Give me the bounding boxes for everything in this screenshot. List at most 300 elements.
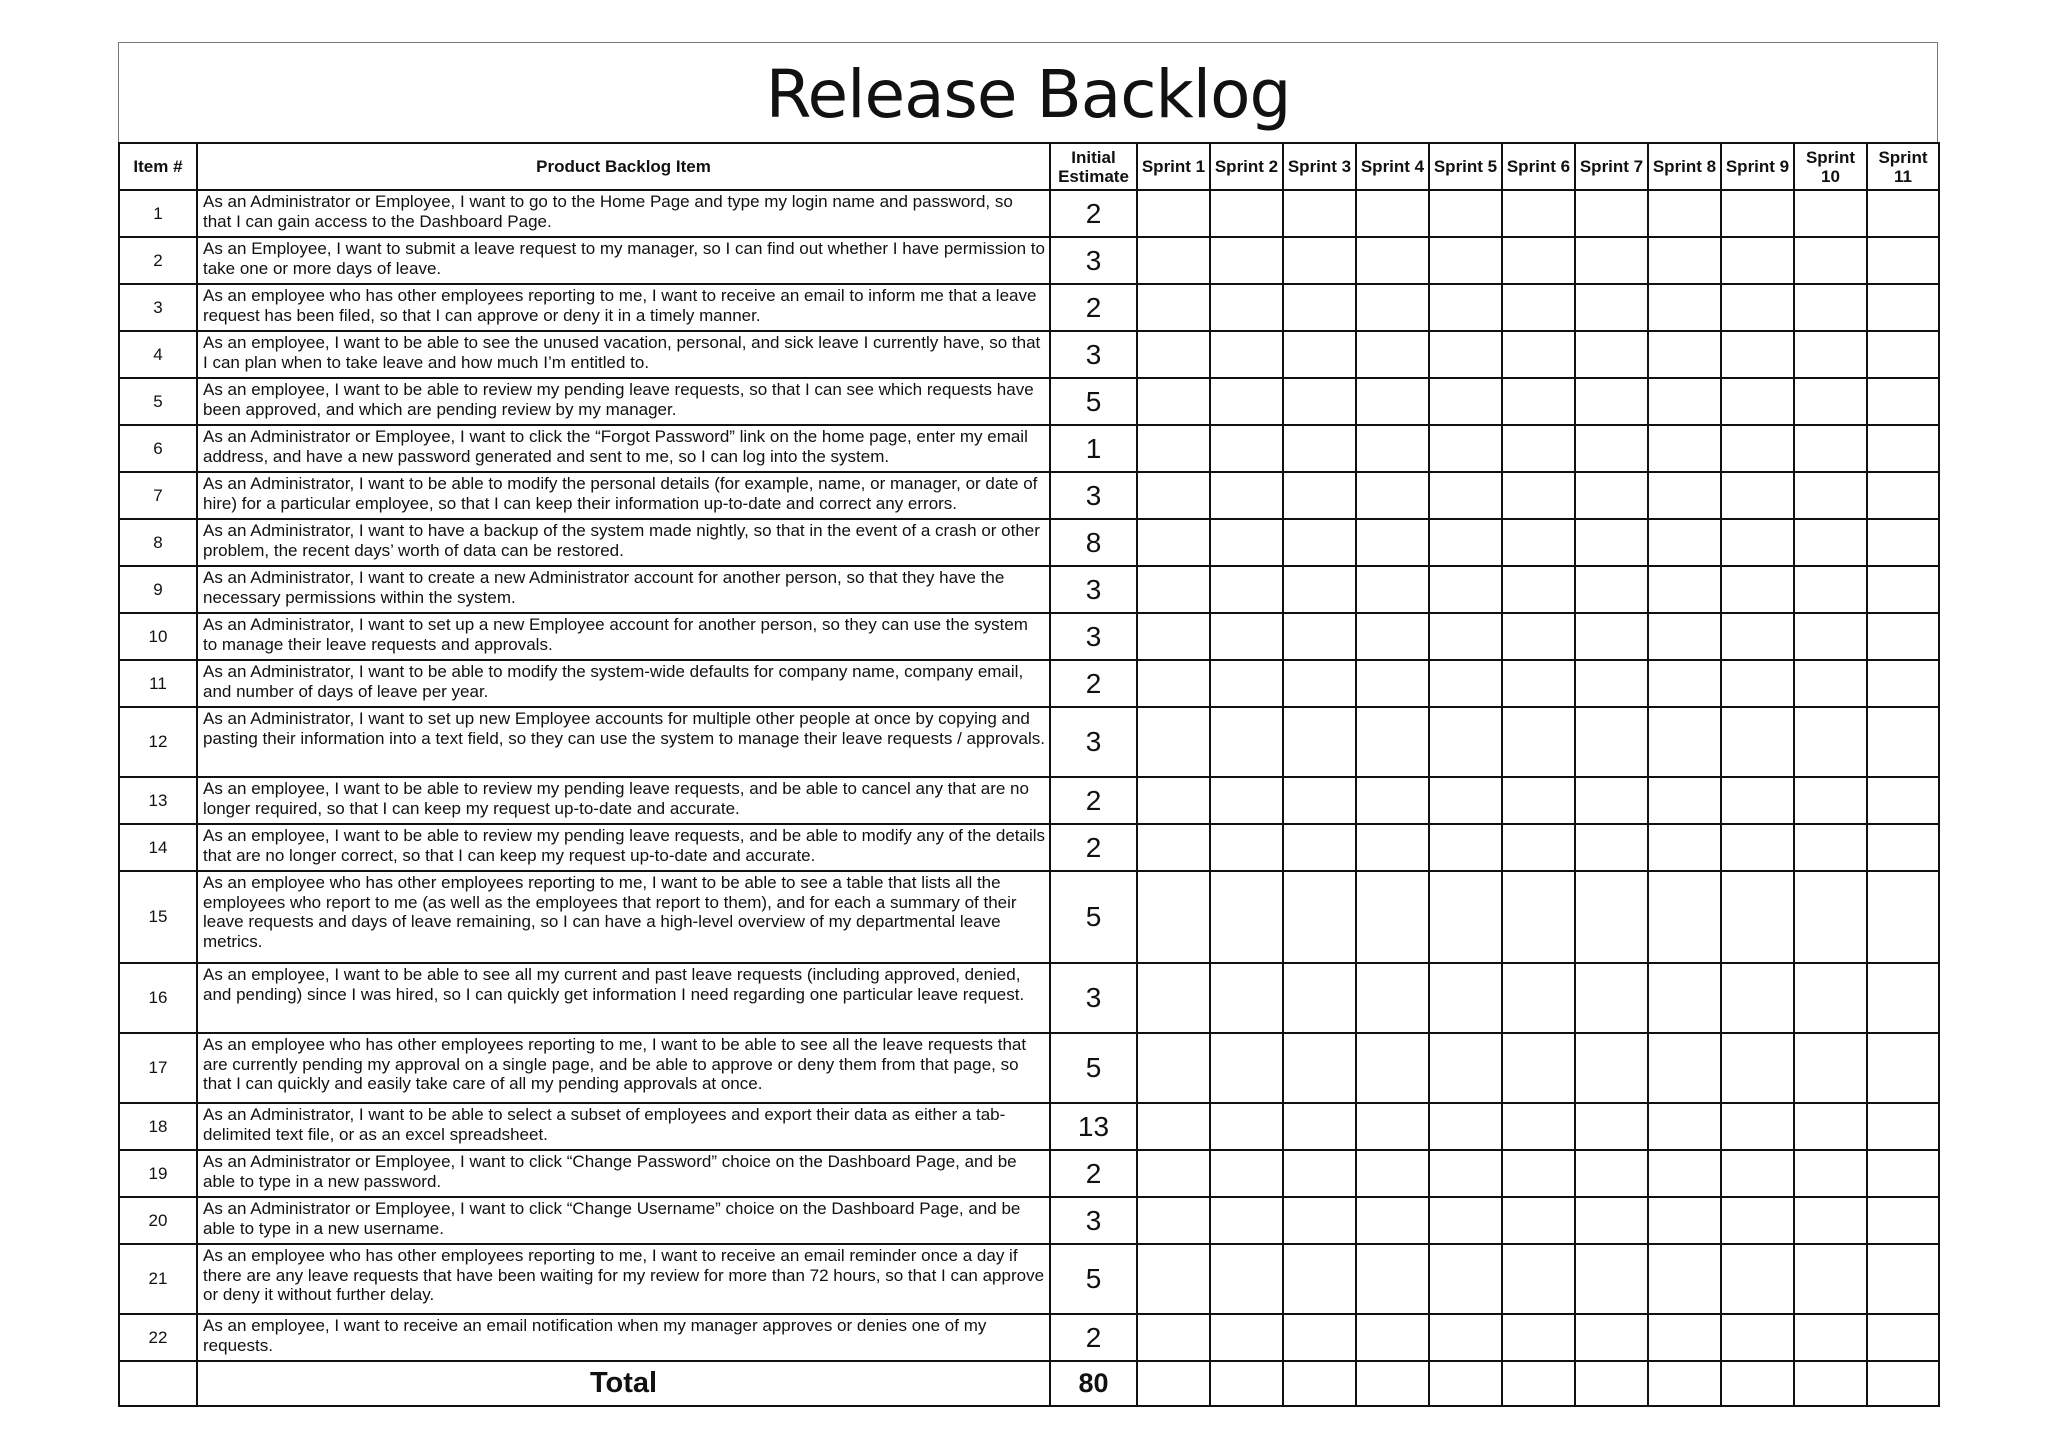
- sprint-8-cell[interactable]: [1648, 190, 1721, 237]
- sprint-5-cell[interactable]: [1429, 566, 1502, 613]
- item-number: 1: [119, 190, 197, 237]
- sprint-4-cell[interactable]: [1356, 284, 1429, 331]
- sprint-9-cell[interactable]: [1721, 660, 1794, 707]
- total-sprint-cell[interactable]: [1575, 1361, 1648, 1406]
- sprint-10-cell[interactable]: [1794, 963, 1867, 1033]
- sprint-3-cell[interactable]: [1283, 1314, 1356, 1361]
- sprint-3-cell[interactable]: [1283, 1150, 1356, 1197]
- sprint-5-cell[interactable]: [1429, 777, 1502, 824]
- sprint-8-cell[interactable]: [1648, 824, 1721, 871]
- sprint-4-cell[interactable]: [1356, 963, 1429, 1033]
- sprint-1-cell[interactable]: [1137, 1244, 1210, 1314]
- sprint-10-cell[interactable]: [1794, 1103, 1867, 1150]
- sprint-6-cell[interactable]: [1502, 777, 1575, 824]
- sprint-10-cell[interactable]: [1794, 660, 1867, 707]
- sprint-3-cell[interactable]: [1283, 472, 1356, 519]
- sprint-3-cell[interactable]: [1283, 963, 1356, 1033]
- sprint-2-cell[interactable]: [1210, 519, 1283, 566]
- sprint-5-cell[interactable]: [1429, 613, 1502, 660]
- sprint-5-cell[interactable]: [1429, 707, 1502, 777]
- sprint-2-cell[interactable]: [1210, 777, 1283, 824]
- sprint-8-cell[interactable]: [1648, 707, 1721, 777]
- sprint-2-cell[interactable]: [1210, 284, 1283, 331]
- backlog-item-text: As an Administrator, I want to set up a new Employee account for another person, so they can use the system to manage their leave requests and approvals.: [197, 613, 1050, 660]
- sprint-10-cell[interactable]: [1794, 1033, 1867, 1103]
- sprint-11-cell[interactable]: [1867, 660, 1939, 707]
- sprint-1-cell[interactable]: [1137, 777, 1210, 824]
- sprint-1-cell[interactable]: [1137, 707, 1210, 777]
- total-row: [119, 1361, 1939, 1406]
- sprint-3-cell[interactable]: [1283, 660, 1356, 707]
- sprint-8-cell[interactable]: [1648, 613, 1721, 660]
- sprint-1-cell[interactable]: [1137, 1103, 1210, 1150]
- sprint-4-cell[interactable]: [1356, 1103, 1429, 1150]
- sprint-7-cell[interactable]: [1575, 1244, 1648, 1314]
- sprint-4-cell[interactable]: [1356, 777, 1429, 824]
- sprint-7-cell[interactable]: [1575, 613, 1648, 660]
- backlog-item-text: As an Administrator, I want to be able to select a subset of employees and export their data as either a tab-delimited text file, or as an excel spreadsheet.: [197, 1103, 1050, 1150]
- item-number: 17: [119, 1033, 197, 1103]
- sprint-1-cell[interactable]: [1137, 566, 1210, 613]
- table-row: [119, 777, 1939, 824]
- sprint-2-cell[interactable]: [1210, 190, 1283, 237]
- sprint-11-cell[interactable]: [1867, 824, 1939, 871]
- initial-estimate: 3: [1050, 472, 1137, 519]
- sprint-11-cell[interactable]: [1867, 331, 1939, 378]
- sprint-8-cell[interactable]: [1648, 237, 1721, 284]
- total-sprint-cell[interactable]: [1283, 1361, 1356, 1406]
- sprint-3-cell[interactable]: [1283, 284, 1356, 331]
- sprint-4-cell[interactable]: [1356, 331, 1429, 378]
- sprint-6-cell[interactable]: [1502, 237, 1575, 284]
- sprint-3-cell[interactable]: [1283, 1103, 1356, 1150]
- header-sprint-2: Sprint 2: [1210, 143, 1283, 190]
- sprint-7-cell[interactable]: [1575, 519, 1648, 566]
- item-number: 22: [119, 1314, 197, 1361]
- sprint-1-cell[interactable]: [1137, 378, 1210, 425]
- sprint-8-cell[interactable]: [1648, 1244, 1721, 1314]
- total-sprint-cell[interactable]: [1137, 1361, 1210, 1406]
- header-sprint-10: Sprint 10: [1794, 143, 1867, 190]
- backlog-item-text: As an Administrator, I want to have a backup of the system made nightly, so that in the event of a crash or other problem, the recent days’ worth of data can be restored.: [197, 519, 1050, 566]
- sprint-6-cell[interactable]: [1502, 472, 1575, 519]
- sprint-9-cell[interactable]: [1721, 331, 1794, 378]
- sprint-9-cell[interactable]: [1721, 190, 1794, 237]
- sprint-9-cell[interactable]: [1721, 871, 1794, 963]
- sprint-10-cell[interactable]: [1794, 472, 1867, 519]
- sprint-8-cell[interactable]: [1648, 963, 1721, 1033]
- sprint-1-cell[interactable]: [1137, 1033, 1210, 1103]
- sprint-7-cell[interactable]: [1575, 707, 1648, 777]
- sprint-9-cell[interactable]: [1721, 566, 1794, 613]
- sprint-3-cell[interactable]: [1283, 331, 1356, 378]
- sprint-5-cell[interactable]: [1429, 284, 1502, 331]
- sprint-2-cell[interactable]: [1210, 472, 1283, 519]
- item-number: 21: [119, 1244, 197, 1314]
- sprint-4-cell[interactable]: [1356, 190, 1429, 237]
- sprint-7-cell[interactable]: [1575, 284, 1648, 331]
- sprint-8-cell[interactable]: [1648, 1150, 1721, 1197]
- sprint-6-cell[interactable]: [1502, 1197, 1575, 1244]
- sprint-9-cell[interactable]: [1721, 378, 1794, 425]
- initial-estimate: 2: [1050, 1150, 1137, 1197]
- table-row: [119, 519, 1939, 566]
- sprint-4-cell[interactable]: [1356, 472, 1429, 519]
- sprint-7-cell[interactable]: [1575, 1033, 1648, 1103]
- sprint-10-cell[interactable]: [1794, 777, 1867, 824]
- sprint-3-cell[interactable]: [1283, 566, 1356, 613]
- sprint-8-cell[interactable]: [1648, 1103, 1721, 1150]
- total-sprint-cell[interactable]: [1356, 1361, 1429, 1406]
- item-number: 13: [119, 777, 197, 824]
- sprint-9-cell[interactable]: [1721, 519, 1794, 566]
- sprint-11-cell[interactable]: [1867, 237, 1939, 284]
- sprint-3-cell[interactable]: [1283, 519, 1356, 566]
- sprint-6-cell[interactable]: [1502, 1150, 1575, 1197]
- sprint-9-cell[interactable]: [1721, 963, 1794, 1033]
- sprint-5-cell[interactable]: [1429, 871, 1502, 963]
- sprint-8-cell[interactable]: [1648, 378, 1721, 425]
- sprint-11-cell[interactable]: [1867, 519, 1939, 566]
- sprint-1-cell[interactable]: [1137, 613, 1210, 660]
- sprint-11-cell[interactable]: [1867, 777, 1939, 824]
- backlog-item-text: As an employee, I want to receive an email notification when my manager approves or denies one of my requests.: [197, 1314, 1050, 1361]
- total-sprint-cell[interactable]: [1502, 1361, 1575, 1406]
- sprint-4-cell[interactable]: [1356, 1197, 1429, 1244]
- sprint-2-cell[interactable]: [1210, 1033, 1283, 1103]
- sprint-9-cell[interactable]: [1721, 1244, 1794, 1314]
- sprint-10-cell[interactable]: [1794, 519, 1867, 566]
- table-row: [119, 963, 1939, 1033]
- sprint-11-cell[interactable]: [1867, 707, 1939, 777]
- sprint-6-cell[interactable]: [1502, 963, 1575, 1033]
- sprint-7-cell[interactable]: [1575, 425, 1648, 472]
- sprint-10-cell[interactable]: [1794, 1150, 1867, 1197]
- sprint-11-cell[interactable]: [1867, 472, 1939, 519]
- sprint-2-cell[interactable]: [1210, 237, 1283, 284]
- sprint-1-cell[interactable]: [1137, 284, 1210, 331]
- sprint-2-cell[interactable]: [1210, 1314, 1283, 1361]
- sprint-2-cell[interactable]: [1210, 1244, 1283, 1314]
- sprint-5-cell[interactable]: [1429, 1150, 1502, 1197]
- sprint-8-cell[interactable]: [1648, 284, 1721, 331]
- backlog-item-text: As an Administrator, I want to set up new Employee accounts for multiple other people at once by copying and pasting their information into a text field, so they can use the system to manage their leave requests / approvals.: [197, 707, 1050, 777]
- sprint-9-cell[interactable]: [1721, 425, 1794, 472]
- sprint-1-cell[interactable]: [1137, 1314, 1210, 1361]
- sprint-5-cell[interactable]: [1429, 425, 1502, 472]
- table-row: [119, 613, 1939, 660]
- sprint-6-cell[interactable]: [1502, 425, 1575, 472]
- sprint-9-cell[interactable]: [1721, 1103, 1794, 1150]
- total-sprint-cell[interactable]: [1867, 1361, 1939, 1406]
- sprint-4-cell[interactable]: [1356, 425, 1429, 472]
- sprint-11-cell[interactable]: [1867, 190, 1939, 237]
- sprint-6-cell[interactable]: [1502, 1314, 1575, 1361]
- sprint-4-cell[interactable]: [1356, 519, 1429, 566]
- sprint-5-cell[interactable]: [1429, 1033, 1502, 1103]
- sprint-1-cell[interactable]: [1137, 660, 1210, 707]
- sprint-2-cell[interactable]: [1210, 963, 1283, 1033]
- item-number: 5: [119, 378, 197, 425]
- total-sprint-cell[interactable]: [1429, 1361, 1502, 1406]
- sprint-4-cell[interactable]: [1356, 1244, 1429, 1314]
- sprint-5-cell[interactable]: [1429, 237, 1502, 284]
- sprint-1-cell[interactable]: [1137, 1150, 1210, 1197]
- sprint-8-cell[interactable]: [1648, 777, 1721, 824]
- sprint-1-cell[interactable]: [1137, 190, 1210, 237]
- sprint-6-cell[interactable]: [1502, 1033, 1575, 1103]
- sprint-5-cell[interactable]: [1429, 1244, 1502, 1314]
- sprint-5-cell[interactable]: [1429, 331, 1502, 378]
- sprint-5-cell[interactable]: [1429, 519, 1502, 566]
- page-title: Release Backlog: [765, 55, 1291, 133]
- sprint-10-cell[interactable]: [1794, 425, 1867, 472]
- sprint-6-cell[interactable]: [1502, 378, 1575, 425]
- sprint-3-cell[interactable]: [1283, 613, 1356, 660]
- sprint-2-cell[interactable]: [1210, 1103, 1283, 1150]
- sprint-5-cell[interactable]: [1429, 378, 1502, 425]
- sprint-5-cell[interactable]: [1429, 190, 1502, 237]
- sprint-1-cell[interactable]: [1137, 519, 1210, 566]
- sprint-6-cell[interactable]: [1502, 613, 1575, 660]
- sprint-7-cell[interactable]: [1575, 472, 1648, 519]
- sprint-4-cell[interactable]: [1356, 378, 1429, 425]
- sprint-1-cell[interactable]: [1137, 871, 1210, 963]
- sprint-3-cell[interactable]: [1283, 237, 1356, 284]
- sprint-9-cell[interactable]: [1721, 1314, 1794, 1361]
- sprint-4-cell[interactable]: [1356, 660, 1429, 707]
- sprint-2-cell[interactable]: [1210, 331, 1283, 378]
- initial-estimate: 2: [1050, 777, 1137, 824]
- sprint-6-cell[interactable]: [1502, 707, 1575, 777]
- table-row: [119, 871, 1939, 963]
- sprint-8-cell[interactable]: [1648, 660, 1721, 707]
- sprint-8-cell[interactable]: [1648, 566, 1721, 613]
- sprint-9-cell[interactable]: [1721, 284, 1794, 331]
- sprint-4-cell[interactable]: [1356, 707, 1429, 777]
- sprint-5-cell[interactable]: [1429, 660, 1502, 707]
- sprint-10-cell[interactable]: [1794, 190, 1867, 237]
- backlog-item-text: As an employee who has other employees reporting to me, I want to be able to see all the leave requests that are currently pending my approval on a single page, and be able to approve or deny them from that page, so that I can quickly and easily take care of all my pending approvals at once.: [197, 1033, 1050, 1103]
- sprint-7-cell[interactable]: [1575, 1314, 1648, 1361]
- sprint-9-cell[interactable]: [1721, 1033, 1794, 1103]
- sprint-11-cell[interactable]: [1867, 1244, 1939, 1314]
- sprint-7-cell[interactable]: [1575, 566, 1648, 613]
- sprint-8-cell[interactable]: [1648, 425, 1721, 472]
- sprint-11-cell[interactable]: [1867, 378, 1939, 425]
- sprint-3-cell[interactable]: [1283, 824, 1356, 871]
- sprint-2-cell[interactable]: [1210, 707, 1283, 777]
- sprint-3-cell[interactable]: [1283, 1197, 1356, 1244]
- sprint-9-cell[interactable]: [1721, 777, 1794, 824]
- sprint-11-cell[interactable]: [1867, 425, 1939, 472]
- sprint-8-cell[interactable]: [1648, 871, 1721, 963]
- sprint-2-cell[interactable]: [1210, 613, 1283, 660]
- sprint-11-cell[interactable]: [1867, 963, 1939, 1033]
- sprint-9-cell[interactable]: [1721, 1150, 1794, 1197]
- total-sprint-cell[interactable]: [1648, 1361, 1721, 1406]
- sprint-3-cell[interactable]: [1283, 1033, 1356, 1103]
- sprint-5-cell[interactable]: [1429, 1197, 1502, 1244]
- sprint-10-cell[interactable]: [1794, 707, 1867, 777]
- sprint-7-cell[interactable]: [1575, 777, 1648, 824]
- sprint-7-cell[interactable]: [1575, 660, 1648, 707]
- sprint-5-cell[interactable]: [1429, 963, 1502, 1033]
- sprint-4-cell[interactable]: [1356, 1150, 1429, 1197]
- sprint-2-cell[interactable]: [1210, 425, 1283, 472]
- title-box: [118, 42, 1938, 142]
- sprint-6-cell[interactable]: [1502, 331, 1575, 378]
- sprint-1-cell[interactable]: [1137, 472, 1210, 519]
- sprint-11-cell[interactable]: [1867, 566, 1939, 613]
- sprint-3-cell[interactable]: [1283, 425, 1356, 472]
- table-row: [119, 1150, 1939, 1197]
- sprint-1-cell[interactable]: [1137, 1197, 1210, 1244]
- sprint-3-cell[interactable]: [1283, 190, 1356, 237]
- initial-estimate: 2: [1050, 1314, 1137, 1361]
- initial-estimate: 2: [1050, 284, 1137, 331]
- sprint-5-cell[interactable]: [1429, 824, 1502, 871]
- sprint-10-cell[interactable]: [1794, 824, 1867, 871]
- sprint-8-cell[interactable]: [1648, 1197, 1721, 1244]
- header-sprint-9: Sprint 9: [1721, 143, 1794, 190]
- sprint-1-cell[interactable]: [1137, 963, 1210, 1033]
- sprint-10-cell[interactable]: [1794, 566, 1867, 613]
- header-row: [119, 143, 1939, 190]
- sprint-3-cell[interactable]: [1283, 871, 1356, 963]
- sprint-10-cell[interactable]: [1794, 871, 1867, 963]
- sprint-10-cell[interactable]: [1794, 1197, 1867, 1244]
- sprint-10-cell[interactable]: [1794, 284, 1867, 331]
- sprint-10-cell[interactable]: [1794, 237, 1867, 284]
- sprint-8-cell[interactable]: [1648, 472, 1721, 519]
- item-number: 12: [119, 707, 197, 777]
- sprint-4-cell[interactable]: [1356, 613, 1429, 660]
- sprint-9-cell[interactable]: [1721, 1197, 1794, 1244]
- sprint-2-cell[interactable]: [1210, 1197, 1283, 1244]
- sprint-10-cell[interactable]: [1794, 1314, 1867, 1361]
- sprint-4-cell[interactable]: [1356, 871, 1429, 963]
- sprint-6-cell[interactable]: [1502, 660, 1575, 707]
- header-sprint-3: Sprint 3: [1283, 143, 1356, 190]
- sprint-6-cell[interactable]: [1502, 1244, 1575, 1314]
- sprint-2-cell[interactable]: [1210, 824, 1283, 871]
- sprint-11-cell[interactable]: [1867, 1314, 1939, 1361]
- item-number: 19: [119, 1150, 197, 1197]
- sprint-1-cell[interactable]: [1137, 237, 1210, 284]
- item-number: 14: [119, 824, 197, 871]
- total-sprint-cell[interactable]: [1794, 1361, 1867, 1406]
- sprint-10-cell[interactable]: [1794, 613, 1867, 660]
- sprint-1-cell[interactable]: [1137, 425, 1210, 472]
- initial-estimate: 13: [1050, 1103, 1137, 1150]
- sprint-9-cell[interactable]: [1721, 824, 1794, 871]
- total-sprint-cell[interactable]: [1721, 1361, 1794, 1406]
- item-number: 4: [119, 331, 197, 378]
- sprint-6-cell[interactable]: [1502, 824, 1575, 871]
- sprint-3-cell[interactable]: [1283, 777, 1356, 824]
- sprint-6-cell[interactable]: [1502, 284, 1575, 331]
- sprint-4-cell[interactable]: [1356, 824, 1429, 871]
- sprint-3-cell[interactable]: [1283, 707, 1356, 777]
- sprint-7-cell[interactable]: [1575, 963, 1648, 1033]
- sprint-11-cell[interactable]: [1867, 1103, 1939, 1150]
- sprint-7-cell[interactable]: [1575, 237, 1648, 284]
- sprint-8-cell[interactable]: [1648, 1033, 1721, 1103]
- sprint-9-cell[interactable]: [1721, 472, 1794, 519]
- sprint-11-cell[interactable]: [1867, 871, 1939, 963]
- sprint-7-cell[interactable]: [1575, 1103, 1648, 1150]
- sprint-7-cell[interactable]: [1575, 1197, 1648, 1244]
- sprint-1-cell[interactable]: [1137, 824, 1210, 871]
- sprint-4-cell[interactable]: [1356, 237, 1429, 284]
- sprint-6-cell[interactable]: [1502, 190, 1575, 237]
- sprint-4-cell[interactable]: [1356, 1033, 1429, 1103]
- item-number: 18: [119, 1103, 197, 1150]
- initial-estimate: 3: [1050, 237, 1137, 284]
- sprint-10-cell[interactable]: [1794, 378, 1867, 425]
- sprint-11-cell[interactable]: [1867, 1033, 1939, 1103]
- sprint-11-cell[interactable]: [1867, 284, 1939, 331]
- sprint-2-cell[interactable]: [1210, 378, 1283, 425]
- sprint-2-cell[interactable]: [1210, 566, 1283, 613]
- sprint-6-cell[interactable]: [1502, 1103, 1575, 1150]
- sprint-2-cell[interactable]: [1210, 660, 1283, 707]
- sprint-7-cell[interactable]: [1575, 824, 1648, 871]
- sprint-8-cell[interactable]: [1648, 331, 1721, 378]
- sprint-6-cell[interactable]: [1502, 871, 1575, 963]
- sprint-9-cell[interactable]: [1721, 613, 1794, 660]
- backlog-item-text: As an Administrator or Employee, I want to click “Change Password” choice on the Dashboard Page, and be able to type in a new password.: [197, 1150, 1050, 1197]
- sprint-11-cell[interactable]: [1867, 613, 1939, 660]
- table-row: [119, 707, 1939, 777]
- header-sprint-11: Sprint 11: [1867, 143, 1939, 190]
- sprint-6-cell[interactable]: [1502, 519, 1575, 566]
- sprint-7-cell[interactable]: [1575, 871, 1648, 963]
- sprint-11-cell[interactable]: [1867, 1197, 1939, 1244]
- sprint-5-cell[interactable]: [1429, 1314, 1502, 1361]
- sprint-2-cell[interactable]: [1210, 1150, 1283, 1197]
- sprint-3-cell[interactable]: [1283, 378, 1356, 425]
- sprint-7-cell[interactable]: [1575, 378, 1648, 425]
- sprint-7-cell[interactable]: [1575, 190, 1648, 237]
- sprint-2-cell[interactable]: [1210, 871, 1283, 963]
- sprint-6-cell[interactable]: [1502, 566, 1575, 613]
- sprint-10-cell[interactable]: [1794, 1244, 1867, 1314]
- sprint-8-cell[interactable]: [1648, 1314, 1721, 1361]
- total-sprint-cell[interactable]: [1210, 1361, 1283, 1406]
- sprint-7-cell[interactable]: [1575, 1150, 1648, 1197]
- sprint-7-cell[interactable]: [1575, 331, 1648, 378]
- sprint-8-cell[interactable]: [1648, 519, 1721, 566]
- sprint-11-cell[interactable]: [1867, 1150, 1939, 1197]
- sprint-9-cell[interactable]: [1721, 707, 1794, 777]
- backlog-item-text: As an employee who has other employees reporting to me, I want to receive an email reminder once a day if there are any leave requests that have been waiting for my review for more than 72 hours, so that I can approve or deny it without further delay.: [197, 1244, 1050, 1314]
- header-sprint-1: Sprint 1: [1137, 143, 1210, 190]
- sprint-4-cell[interactable]: [1356, 1314, 1429, 1361]
- sprint-10-cell[interactable]: [1794, 331, 1867, 378]
- sprint-1-cell[interactable]: [1137, 331, 1210, 378]
- sprint-9-cell[interactable]: [1721, 237, 1794, 284]
- sprint-5-cell[interactable]: [1429, 472, 1502, 519]
- sprint-4-cell[interactable]: [1356, 566, 1429, 613]
- table-row: [119, 566, 1939, 613]
- backlog-table: [118, 142, 1940, 1407]
- sprint-3-cell[interactable]: [1283, 1244, 1356, 1314]
- table-row: [119, 660, 1939, 707]
- sprint-5-cell[interactable]: [1429, 1103, 1502, 1150]
- item-number: 3: [119, 284, 197, 331]
